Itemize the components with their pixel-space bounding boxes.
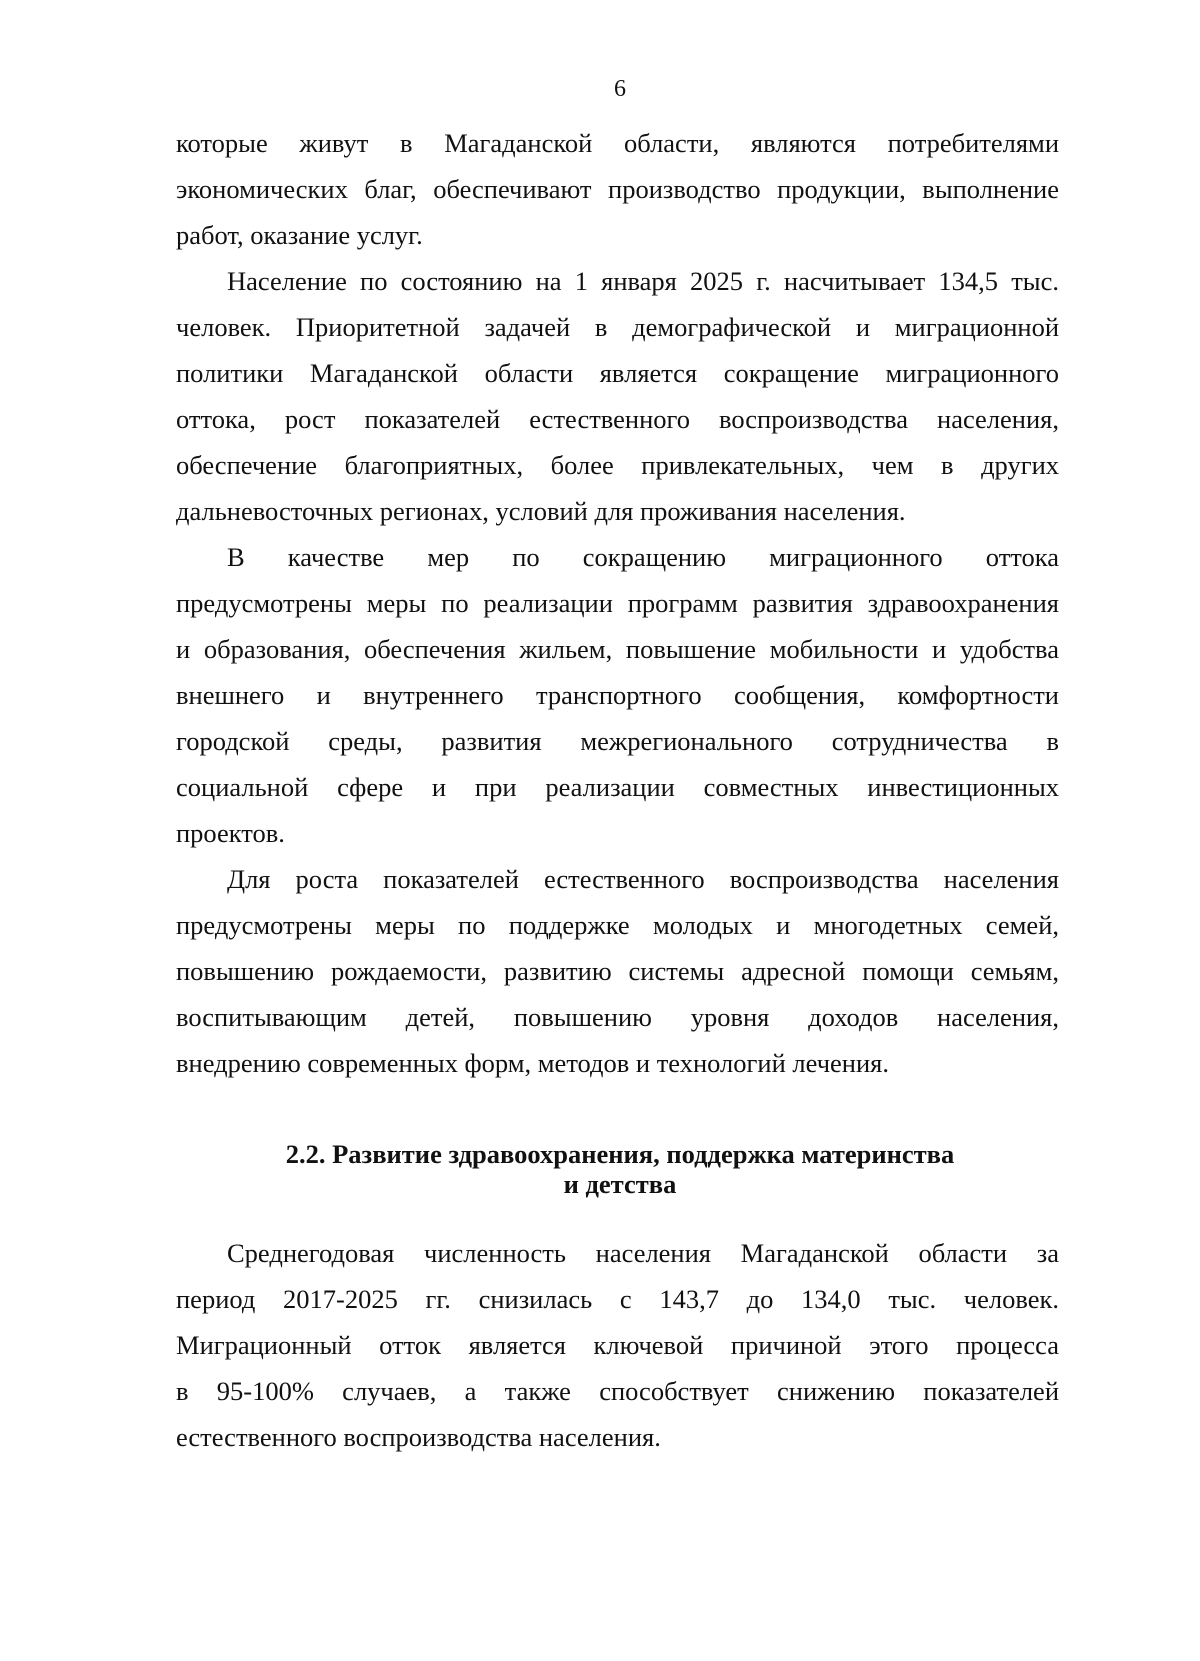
text-line: Среднегодовая численность населения Магаданской области за [227, 1238, 1059, 1268]
page-number: 6 [614, 76, 626, 102]
text-line: проектов. [176, 818, 285, 848]
text-line: в 95-100% случаев, а также способствует снижению показателей [176, 1376, 1059, 1406]
text-line: предусмотрены меры по реализации программ развития здравоохранения [176, 588, 1059, 618]
text-line: воспитывающим детей, повышению уровня доходов населения, [176, 1002, 1059, 1032]
text-line: и образования, обеспечения жильем, повышение мобильности и удобства [176, 634, 1059, 664]
text-line: повышению рождаемости, развитию системы адресной помощи семьям, [176, 956, 1059, 986]
section-heading-line: и детства [563, 1169, 677, 1199]
text-line: политики Магаданской области является сокращение миграционного [176, 358, 1059, 388]
text-line: оттока, рост показателей естественного воспроизводства населения, [176, 404, 1059, 434]
text-line: экономических благ, обеспечивают производство продукции, выполнение [176, 174, 1059, 204]
text-line: социальной сфере и при реализации совместных инвестиционных [176, 772, 1059, 802]
text-line: человек. Приоритетной задачей в демографической и миграционной [176, 312, 1059, 342]
section-heading-line: 2.2. Развитие здравоохранения, поддержка материнства [285, 1139, 955, 1169]
text-line: В качестве мер по сокращению миграционного оттока [227, 542, 1059, 572]
text-line: которые живут в Магаданской области, являются потребителями [176, 128, 1059, 158]
text-line: работ, оказание услуг. [176, 220, 423, 250]
text-line: предусмотрены меры по поддержке молодых и многодетных семей, [176, 910, 1059, 940]
text-line: естественного воспроизводства населения. [176, 1422, 661, 1452]
text-line: внешнего и внутреннего транспортного сообщения, комфортности [176, 680, 1059, 710]
text-line: внедрению современных форм, методов и технологий лечения. [176, 1048, 889, 1078]
text-line: Миграционный отток является ключевой причиной этого процесса [176, 1330, 1059, 1360]
text-line: обеспечение благоприятных, более привлекательных, чем в других [176, 450, 1059, 480]
text-line: Для роста показателей естественного воспроизводства населения [227, 864, 1059, 894]
text-line: дальневосточных регионах, условий для проживания населения. [176, 496, 906, 526]
text-line: Население по состоянию на 1 января 2025 г. насчитывает 134,5 тыс. [227, 266, 1059, 296]
text-line: период 2017-2025 гг. снизилась с 143,7 до 134,0 тыс. человек. [176, 1284, 1059, 1314]
text-line: городской среды, развития межрегионального сотрудничества в [176, 726, 1059, 756]
